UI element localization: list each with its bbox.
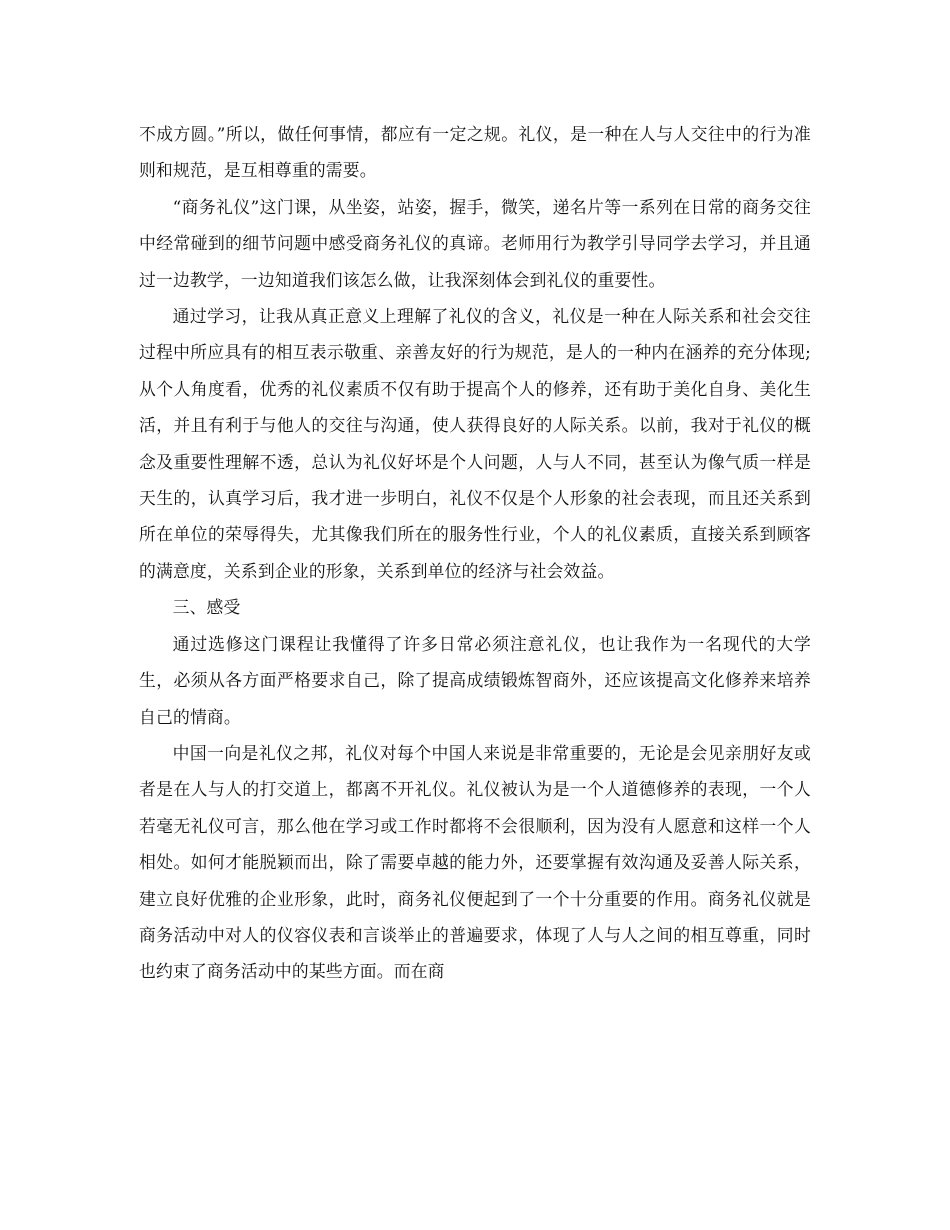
paragraph-feelings: 通过选修这门课程让我懂得了许多日常必须注意礼仪，也让我作为一名现代的大学生，必须从各方面严格要求自己，除了提高成绩锻炼智商外，还应该提高文化修养来培养自己的情商。 — [139, 633, 811, 727]
paragraph-learning: 通过学习，让我从真正意义上理解了礼仪的含义，礼仪是一种在人际关系和社会交往过程中所应具有的相互表示敬重、亲善友好的行为规范，是人的一种内在涵养的充分体现;从个人角度看，优秀的礼仪素质不仅有助于提高个人的修养，还有助于美化自身、美化生活，并且有利于与他人的交往与沟通，使人获得良好的人际关系。以前，我对于礼仪的概念及重要性理解不透，总认为礼仪好坏是个人问题，人与人不同，甚至认为像气质一样是天生的，认真学习后，我才进一步明白，礼仪不仅是个人形象的社会表现，而且还关系到所在单位的荣辱得失，尤其像我们所在的服务性行业，个人的礼仪素质，直接关系到顾客的满意度，关系到企业的形象，关系到单位的经济与社会效益。 — [139, 306, 811, 581]
section-heading-feelings: 三、感受 — [172, 597, 241, 618]
paragraph-china-etiquette: 中国一向是礼仪之邦，礼仪对每个中国人来说是非常重要的，无论是会见亲朋好友或者是在人与人的打交道上，都离不开礼仪。礼仪被认为是一个人道德修养的表现，一个人若毫无礼仪可言，那么他在学习或工作时都将不会很顺利，因为没有人愿意和这样一个人相处。如何才能脱颖而出，除了需要卓越的能力外，还要掌握有效沟通及妥善人际关系，建立良好优雅的企业形象，此时，商务礼仪便起到了一个十分重要的作用。商务礼仪就是商务活动中对人的仪容仪表和言谈举止的普遍要求，体现了人与人之间的相互尊重，同时也约束了商务活动中的某些方面。而在商 — [139, 742, 811, 982]
paragraph-course-intro: “商务礼仪”这门课，从坐姿，站姿，握手，微笑，递名片等一系列在日常的商务交往中经常碰到的细节问题中感受商务礼仪的真谛。老师用行为教学引导同学去学习，并且通过一边教学，一边知道我们该怎么做，让我深刻体会到礼仪的重要性。 — [139, 196, 811, 290]
paragraph-continuation: 不成方圆。”所以，做任何事情，都应有一定之规。礼仪，是一种在人与人交往中的行为准则和规范，是互相尊重的需要。 — [139, 124, 811, 181]
document-page — [139, 116, 811, 990]
